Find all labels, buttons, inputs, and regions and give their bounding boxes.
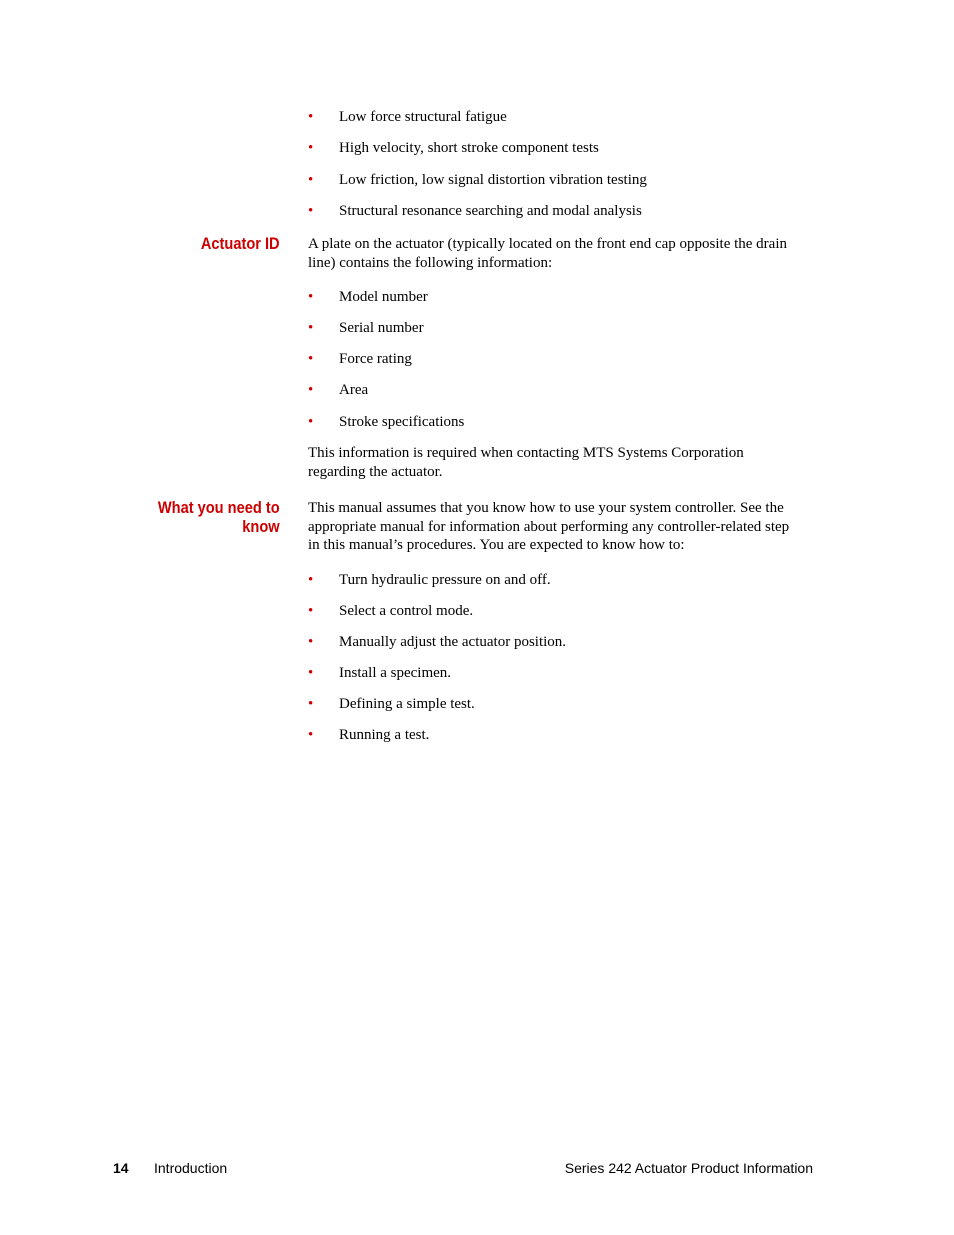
bullet-icon: • — [308, 634, 314, 650]
bullet-icon: • — [308, 572, 314, 588]
list-item-text: Serial number — [339, 320, 424, 336]
list-item-text: Model number — [339, 289, 428, 305]
paragraph-line: appropriate manual for information about performing any controller-related step — [308, 518, 790, 535]
paragraph-line: regarding the actuator. — [308, 463, 443, 480]
section-heading — [158, 498, 280, 536]
bullet-icon: • — [308, 320, 314, 336]
bullet-icon: • — [308, 140, 314, 156]
list-item-text: Manually adjust the actuator position. — [339, 634, 567, 650]
bullet-icon: • — [308, 603, 314, 619]
list-item-text: Low friction, low signal distortion vibration testing — [339, 172, 647, 188]
bullet-icon: • — [308, 382, 314, 398]
footer-document-title: Series 242 Actuator Product Information — [564, 1160, 813, 1176]
section-intro — [308, 235, 818, 272]
bullet-icon: • — [308, 109, 314, 125]
list-item-text: Install a specimen. — [339, 665, 452, 681]
bullet-icon: • — [308, 351, 314, 367]
paragraph-line: A plate on the actuator (typically located on the front end cap opposite the drain — [308, 236, 788, 252]
paragraph-line: This information is required when contacting MTS Systems Corporation — [308, 445, 744, 461]
list-item-text: Select a control mode. — [339, 603, 474, 619]
bullet-icon: • — [308, 172, 314, 188]
bullet-icon: • — [308, 727, 314, 743]
list-item-text: High velocity, short stroke component tests — [339, 140, 599, 156]
list-item-text: Running a test. — [339, 727, 430, 743]
section-note — [308, 444, 818, 481]
bullet-icon: • — [308, 665, 314, 681]
bullet-icon: • — [308, 414, 314, 430]
list-item-text: Defining a simple test. — [339, 696, 475, 712]
heading-line: know — [242, 517, 280, 536]
heading-line: What you need to — [158, 498, 280, 517]
footer-section: Introduction — [154, 1160, 228, 1176]
section-heading: Actuator ID — [201, 234, 280, 253]
bullet-icon: • — [308, 203, 314, 219]
list-item-text: Turn hydraulic pressure on and off. — [339, 572, 551, 588]
list-item-text: Force rating — [339, 351, 412, 367]
paragraph-line: This manual assumes that you know how to use your system controller. See the — [308, 500, 784, 516]
list-item-text: Stroke specifications — [339, 414, 465, 430]
page-number: 14 — [113, 1160, 129, 1176]
section-intro — [308, 499, 818, 555]
paragraph-line: line) contains the following information: — [308, 254, 553, 271]
bullet-icon: • — [308, 696, 314, 712]
list-item-text: Area — [339, 382, 369, 398]
bullet-icon: • — [308, 289, 314, 305]
list-item-text: Structural resonance searching and modal analysis — [339, 203, 642, 219]
paragraph-line: in this manual’s procedures. You are expected to know how to: — [308, 537, 685, 553]
list-item-text: Low force structural fatigue — [339, 109, 507, 125]
